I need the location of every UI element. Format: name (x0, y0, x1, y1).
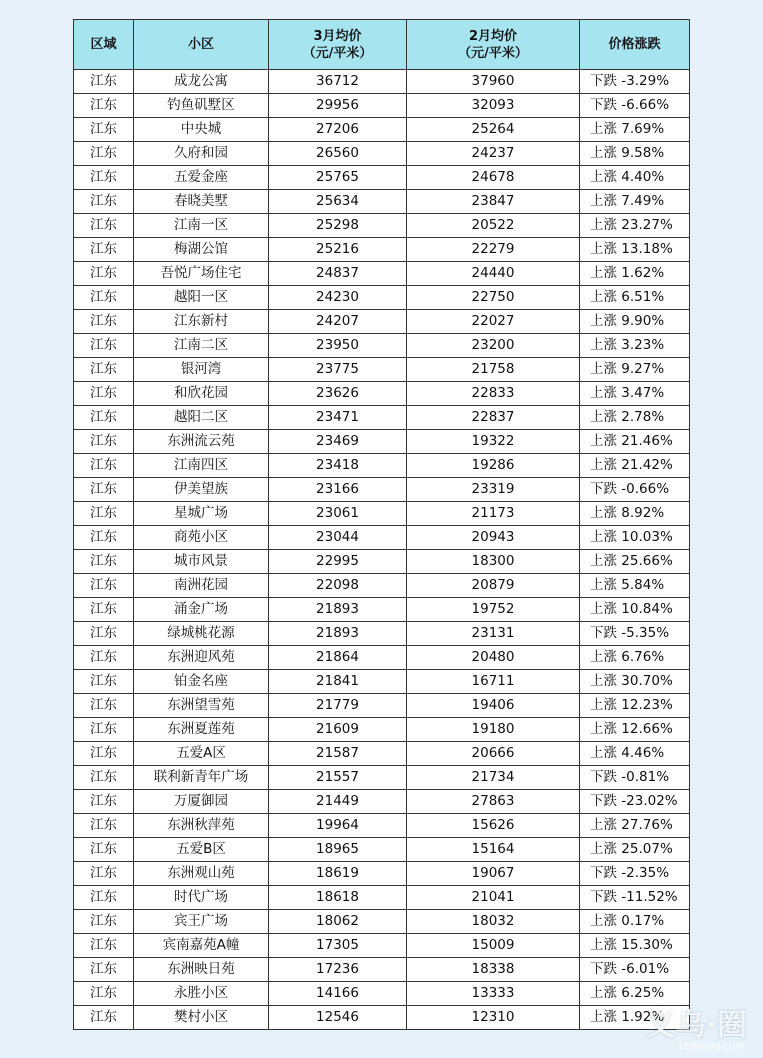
cell-feb-price: 21173 (407, 502, 580, 526)
table-row (74, 646, 690, 670)
cell-community: 五爱金座 (134, 166, 269, 190)
cell-feb-price: 22837 (407, 406, 580, 430)
cell-region: 江东 (74, 502, 134, 526)
cell-price-change: 上涨 7.49% (580, 190, 690, 214)
cell-region: 江东 (74, 382, 134, 406)
cell-region: 江东 (74, 286, 134, 310)
cell-march-price: 25298 (269, 214, 407, 238)
cell-region: 江东 (74, 670, 134, 694)
cell-feb-price: 19406 (407, 694, 580, 718)
table-row (74, 358, 690, 382)
cell-price-change: 上涨 10.84% (580, 598, 690, 622)
header-community: 小区 (134, 20, 269, 70)
table-row (74, 454, 690, 478)
cell-region: 江东 (74, 598, 134, 622)
cell-feb-price: 18338 (407, 958, 580, 982)
cell-feb-price: 21041 (407, 886, 580, 910)
table-row (74, 910, 690, 934)
table-row (74, 382, 690, 406)
cell-price-change: 下跌 -6.01% (580, 958, 690, 982)
cell-community: 联利新青年广场 (134, 766, 269, 790)
cell-community: 东洲夏莲苑 (134, 718, 269, 742)
cell-march-price: 18062 (269, 910, 407, 934)
cell-feb-price: 20943 (407, 526, 580, 550)
cell-price-change: 上涨 30.70% (580, 670, 690, 694)
cell-feb-price: 13333 (407, 982, 580, 1006)
cell-march-price: 27206 (269, 118, 407, 142)
cell-price-change: 上涨 4.46% (580, 742, 690, 766)
cell-feb-price: 21758 (407, 358, 580, 382)
cell-community: 东洲迎风苑 (134, 646, 269, 670)
cell-region: 江东 (74, 526, 134, 550)
cell-community: 春晓美墅 (134, 190, 269, 214)
cell-feb-price: 22750 (407, 286, 580, 310)
table-row (74, 70, 690, 94)
cell-march-price: 24837 (269, 262, 407, 286)
cell-community: 钓鱼矶墅区 (134, 94, 269, 118)
cell-region: 江东 (74, 70, 134, 94)
cell-march-price: 23061 (269, 502, 407, 526)
cell-community: 南洲花园 (134, 574, 269, 598)
cell-march-price: 24230 (269, 286, 407, 310)
cell-price-change: 上涨 10.03% (580, 526, 690, 550)
cell-region: 江东 (74, 142, 134, 166)
cell-community: 城市风景 (134, 550, 269, 574)
cell-march-price: 18618 (269, 886, 407, 910)
cell-feb-price: 19752 (407, 598, 580, 622)
cell-region: 江东 (74, 406, 134, 430)
cell-region: 江东 (74, 94, 134, 118)
cell-region: 江东 (74, 982, 134, 1006)
cell-community: 越阳二区 (134, 406, 269, 430)
cell-feb-price: 18032 (407, 910, 580, 934)
cell-price-change: 上涨 25.66% (580, 550, 690, 574)
cell-region: 江东 (74, 886, 134, 910)
cell-feb-price: 20666 (407, 742, 580, 766)
table-row (74, 694, 690, 718)
cell-region: 江东 (74, 310, 134, 334)
cell-community: 樊村小区 (134, 1006, 269, 1030)
table-row (74, 958, 690, 982)
cell-feb-price: 19322 (407, 430, 580, 454)
cell-feb-price: 23319 (407, 478, 580, 502)
cell-region: 江东 (74, 718, 134, 742)
cell-region: 江东 (74, 454, 134, 478)
cell-march-price: 21893 (269, 598, 407, 622)
cell-community: 江南一区 (134, 214, 269, 238)
cell-region: 江东 (74, 478, 134, 502)
cell-price-change: 上涨 15.30% (580, 934, 690, 958)
cell-community: 江南二区 (134, 334, 269, 358)
cell-march-price: 21609 (269, 718, 407, 742)
cell-feb-price: 19067 (407, 862, 580, 886)
cell-price-change: 上涨 4.40% (580, 166, 690, 190)
cell-feb-price: 22027 (407, 310, 580, 334)
cell-community: 江南四区 (134, 454, 269, 478)
cell-community: 东洲秋萍苑 (134, 814, 269, 838)
cell-region: 江东 (74, 766, 134, 790)
cell-community: 梅湖公馆 (134, 238, 269, 262)
cell-price-change: 上涨 12.23% (580, 694, 690, 718)
table-row (74, 406, 690, 430)
cell-feb-price: 32093 (407, 94, 580, 118)
cell-march-price: 23950 (269, 334, 407, 358)
table-row (74, 478, 690, 502)
cell-march-price: 22995 (269, 550, 407, 574)
cell-feb-price: 23131 (407, 622, 580, 646)
cell-feb-price: 27863 (407, 790, 580, 814)
table-row (74, 574, 690, 598)
table-row (74, 166, 690, 190)
cell-price-change: 上涨 9.58% (580, 142, 690, 166)
cell-price-change: 上涨 9.27% (580, 358, 690, 382)
cell-march-price: 25216 (269, 238, 407, 262)
header-feb-price: 2月均价 （元/平米） (407, 20, 580, 70)
cell-feb-price: 19286 (407, 454, 580, 478)
table-row (74, 190, 690, 214)
cell-community: 久府和园 (134, 142, 269, 166)
cell-feb-price: 37960 (407, 70, 580, 94)
cell-region: 江东 (74, 934, 134, 958)
table-row (74, 886, 690, 910)
price-table (73, 19, 690, 1030)
cell-march-price: 18965 (269, 838, 407, 862)
table-row (74, 598, 690, 622)
cell-community: 星城广场 (134, 502, 269, 526)
cell-price-change: 上涨 1.62% (580, 262, 690, 286)
cell-feb-price: 15164 (407, 838, 580, 862)
cell-price-change: 上涨 6.51% (580, 286, 690, 310)
cell-march-price: 19964 (269, 814, 407, 838)
cell-feb-price: 18300 (407, 550, 580, 574)
cell-price-change: 上涨 0.17% (580, 910, 690, 934)
table-row (74, 286, 690, 310)
cell-feb-price: 19180 (407, 718, 580, 742)
cell-price-change: 上涨 9.90% (580, 310, 690, 334)
table-row (74, 214, 690, 238)
table-body (74, 70, 690, 1030)
cell-march-price: 36712 (269, 70, 407, 94)
cell-community: 永胜小区 (134, 982, 269, 1006)
cell-price-change: 上涨 13.18% (580, 238, 690, 262)
cell-community: 五爱A区 (134, 742, 269, 766)
cell-region: 江东 (74, 574, 134, 598)
cell-price-change: 上涨 6.25% (580, 982, 690, 1006)
cell-march-price: 21449 (269, 790, 407, 814)
table-row (74, 766, 690, 790)
table-row (74, 1006, 690, 1030)
cell-community: 万厦御园 (134, 790, 269, 814)
cell-march-price: 21841 (269, 670, 407, 694)
cell-community: 涌金广场 (134, 598, 269, 622)
cell-march-price: 18619 (269, 862, 407, 886)
table-row (74, 622, 690, 646)
cell-price-change: 上涨 12.66% (580, 718, 690, 742)
table-row (74, 790, 690, 814)
cell-price-change: 上涨 6.76% (580, 646, 690, 670)
cell-community: 东洲映日苑 (134, 958, 269, 982)
cell-price-change: 上涨 3.47% (580, 382, 690, 406)
cell-price-change: 下跌 -6.66% (580, 94, 690, 118)
table-row (74, 502, 690, 526)
cell-march-price: 23775 (269, 358, 407, 382)
cell-community: 铂金名座 (134, 670, 269, 694)
cell-feb-price: 16711 (407, 670, 580, 694)
cell-community: 五爱B区 (134, 838, 269, 862)
cell-march-price: 22098 (269, 574, 407, 598)
table-row (74, 934, 690, 958)
cell-price-change: 上涨 21.42% (580, 454, 690, 478)
table-row (74, 838, 690, 862)
table-row (74, 526, 690, 550)
cell-price-change: 上涨 23.27% (580, 214, 690, 238)
header-region: 区域 (74, 20, 134, 70)
cell-march-price: 23626 (269, 382, 407, 406)
table-row (74, 670, 690, 694)
cell-community: 东洲流云苑 (134, 430, 269, 454)
cell-march-price: 21779 (269, 694, 407, 718)
cell-feb-price: 22279 (407, 238, 580, 262)
table-row (74, 742, 690, 766)
cell-feb-price: 23847 (407, 190, 580, 214)
cell-region: 江东 (74, 694, 134, 718)
table-row (74, 334, 690, 358)
cell-region: 江东 (74, 166, 134, 190)
cell-march-price: 29956 (269, 94, 407, 118)
cell-march-price: 17305 (269, 934, 407, 958)
table-row (74, 118, 690, 142)
cell-community: 和欣花园 (134, 382, 269, 406)
cell-feb-price: 22833 (407, 382, 580, 406)
table-row (74, 94, 690, 118)
cell-region: 江东 (74, 646, 134, 670)
header-march-price: 3月均价 （元/平米） (269, 20, 407, 70)
cell-march-price: 23469 (269, 430, 407, 454)
table-row (74, 718, 690, 742)
cell-march-price: 21587 (269, 742, 407, 766)
cell-region: 江东 (74, 214, 134, 238)
cell-march-price: 23418 (269, 454, 407, 478)
cell-region: 江东 (74, 430, 134, 454)
cell-community: 时代广场 (134, 886, 269, 910)
price-table-container (73, 19, 689, 1030)
cell-community: 伊美望族 (134, 478, 269, 502)
cell-feb-price: 21734 (407, 766, 580, 790)
cell-region: 江东 (74, 958, 134, 982)
table-row (74, 982, 690, 1006)
cell-region: 江东 (74, 814, 134, 838)
cell-community: 宾王广场 (134, 910, 269, 934)
cell-march-price: 26560 (269, 142, 407, 166)
cell-community: 东洲观山苑 (134, 862, 269, 886)
header-row (74, 20, 690, 70)
cell-march-price: 21864 (269, 646, 407, 670)
cell-community: 江东新村 (134, 310, 269, 334)
cell-march-price: 21557 (269, 766, 407, 790)
cell-region: 江东 (74, 910, 134, 934)
cell-march-price: 24207 (269, 310, 407, 334)
cell-feb-price: 24678 (407, 166, 580, 190)
table-row (74, 262, 690, 286)
table-row (74, 238, 690, 262)
cell-community: 吾悦广场住宅 (134, 262, 269, 286)
cell-price-change: 下跌 -23.02% (580, 790, 690, 814)
cell-price-change: 上涨 8.92% (580, 502, 690, 526)
cell-feb-price: 15626 (407, 814, 580, 838)
cell-price-change: 上涨 25.07% (580, 838, 690, 862)
cell-march-price: 14166 (269, 982, 407, 1006)
cell-region: 江东 (74, 190, 134, 214)
cell-march-price: 23471 (269, 406, 407, 430)
table-row (74, 550, 690, 574)
table-row (74, 862, 690, 886)
cell-region: 江东 (74, 838, 134, 862)
cell-region: 江东 (74, 622, 134, 646)
cell-price-change: 上涨 27.76% (580, 814, 690, 838)
cell-community: 商苑小区 (134, 526, 269, 550)
cell-feb-price: 25264 (407, 118, 580, 142)
cell-price-change: 下跌 -0.81% (580, 766, 690, 790)
cell-price-change: 上涨 1.92% (580, 1006, 690, 1030)
cell-feb-price: 12310 (407, 1006, 580, 1030)
cell-feb-price: 20480 (407, 646, 580, 670)
table-row (74, 142, 690, 166)
cell-feb-price: 15009 (407, 934, 580, 958)
cell-march-price: 25634 (269, 190, 407, 214)
cell-community: 成龙公寓 (134, 70, 269, 94)
cell-community: 中央城 (134, 118, 269, 142)
cell-community: 越阳一区 (134, 286, 269, 310)
cell-price-change: 下跌 -11.52% (580, 886, 690, 910)
cell-region: 江东 (74, 790, 134, 814)
cell-march-price: 25765 (269, 166, 407, 190)
table-row (74, 310, 690, 334)
cell-feb-price: 20522 (407, 214, 580, 238)
cell-price-change: 上涨 2.78% (580, 406, 690, 430)
cell-region: 江东 (74, 550, 134, 574)
cell-region: 江东 (74, 262, 134, 286)
cell-march-price: 17236 (269, 958, 407, 982)
cell-price-change: 上涨 5.84% (580, 574, 690, 598)
cell-march-price: 23044 (269, 526, 407, 550)
cell-community: 银河湾 (134, 358, 269, 382)
cell-region: 江东 (74, 334, 134, 358)
cell-price-change: 上涨 21.46% (580, 430, 690, 454)
cell-feb-price: 23200 (407, 334, 580, 358)
table-row (74, 814, 690, 838)
cell-feb-price: 24237 (407, 142, 580, 166)
cell-price-change: 下跌 -5.35% (580, 622, 690, 646)
header-price-change: 价格涨跌 (580, 20, 690, 70)
cell-community: 宾南嘉苑A幢 (134, 934, 269, 958)
cell-march-price: 21893 (269, 622, 407, 646)
cell-march-price: 23166 (269, 478, 407, 502)
cell-price-change: 下跌 -0.66% (580, 478, 690, 502)
cell-region: 江东 (74, 742, 134, 766)
cell-feb-price: 20879 (407, 574, 580, 598)
cell-price-change: 下跌 -2.35% (580, 862, 690, 886)
cell-region: 江东 (74, 1006, 134, 1030)
cell-region: 江东 (74, 358, 134, 382)
cell-price-change: 下跌 -3.29% (580, 70, 690, 94)
watermark-logo: 义乌·圈 (645, 1008, 747, 1043)
watermark-url: 189jiang.com (677, 1041, 745, 1052)
cell-community: 东洲望雪苑 (134, 694, 269, 718)
cell-region: 江东 (74, 862, 134, 886)
cell-region: 江东 (74, 238, 134, 262)
cell-community: 绿城桃花源 (134, 622, 269, 646)
cell-price-change: 上涨 7.69% (580, 118, 690, 142)
table-row (74, 430, 690, 454)
cell-feb-price: 24440 (407, 262, 580, 286)
cell-march-price: 12546 (269, 1006, 407, 1030)
cell-price-change: 上涨 3.23% (580, 334, 690, 358)
cell-region: 江东 (74, 118, 134, 142)
